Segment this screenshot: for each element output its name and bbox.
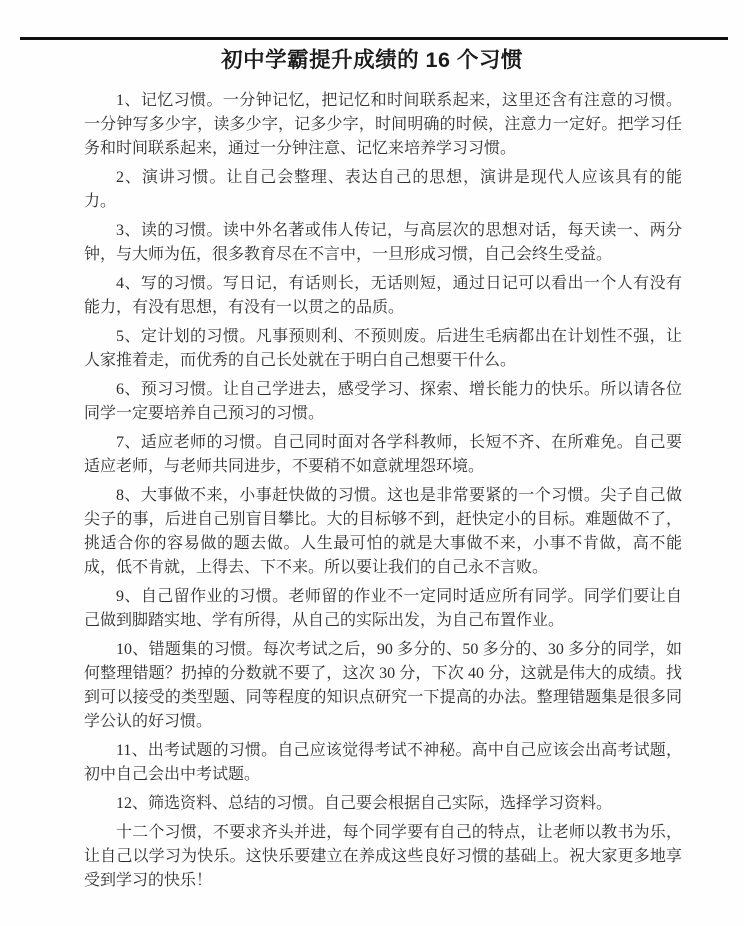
title-divider-rule xyxy=(20,37,728,40)
paragraph-1: 1、记忆习惯。一分钟记忆，把记忆和时间联系起来，这里还含有注意的习惯。一分钟写多少字，读多少字，记多少字，时间明确的时候，注意力一定好。把学习任务和时间联系起来，通过一分钟注意、记忆来培养学习习惯。 xyxy=(84,92,682,158)
page-title: 初中学霸提升成绩的 16 个习惯 xyxy=(221,48,523,72)
paragraph-11: 11、出考试题的习惯。自己应该觉得考试不神秘。高中自己应该会出高考试题，初中自己会出中考试题。 xyxy=(84,742,682,784)
paragraph-8: 8、大事做不来，小事赶快做的习惯。这也是非常要紧的一个习惯。尖子自己做尖子的事，后进自己别盲目攀比。大的目标够不到，赶快定小的目标。难题做不了， 挑适合你的容易做的题去做。人生最可怕的就是大事做不来，小事不肯做，高不能 成，低不肯就，上得去、下不来。所以要让我们的自己永不言败。 xyxy=(84,486,682,577)
paragraph-10: 10、错题集的习惯。每次考试之后，90 多分的、50 多分的、30 多分的同学，如何整理错题？扔掉的分数就不要了，这次 30 分，下次 40 分，这就是伟大的成绩。找到可以接受的类型题、同等程度的知识点研究一下提高的办法。整理错题集是很多同学公认的好习惯。 xyxy=(84,640,682,731)
paragraph-12: 12、筛选资料、总结的习惯。自己要会根据自己实际，选择学习资料。 xyxy=(116,794,613,812)
paragraph-4: 4、写的习惯。写日记，有话则长，无话则短，通过日记可以看出一个人有没有能力，有没有思想，有没有一以贯之的品质。 xyxy=(84,274,682,317)
paragraph-2: 2、演讲习惯。让自己会整理、表达自己的思想，演讲是现代人应该具有的能力。 xyxy=(84,169,682,211)
paragraph-13: 十二个习惯，不要求齐头并进，每个同学要有自己的特点，让老师以教书为乐，让自己以学习为快乐。这快乐要建立在养成这些良好习惯的基础上。祝大家更多地享受到学习的快乐！ xyxy=(84,823,682,890)
paragraph-9: 9、自己留作业的习惯。老师留的作业不一定同时适应所有同学。同学们要让自己做到脚踏实地、学有所得，从自己的实际出发，为自己布置作业。 xyxy=(84,587,682,630)
paragraph-3: 3、读的习惯。读中外名著或伟人传记，与高层次的思想对话，每天读一、两分钟，与大师为伍，很多教育尽在不言中，一旦形成习惯，自己会终生受益。 xyxy=(84,222,682,264)
document-body xyxy=(84,89,682,893)
paragraph-5: 5、定计划的习惯。凡事预则利、不预则废。后进生毛病都出在计划性不强，让人家推着走，而优秀的自己长处就在于明白自己想要干什么。 xyxy=(84,327,682,370)
paragraph-6: 6、预习习惯。让自己学进去，感受学习、探索、增长能力的快乐。所以请各位同学一定要培养自己预习的习惯。 xyxy=(84,380,682,422)
paragraph-7: 7、适应老师的习惯。自己同时面对各学科教师，长短不齐、在所难免。自己要适应老师，与老师共同进步，不要稍不如意就埋怨环境。 xyxy=(84,433,682,475)
